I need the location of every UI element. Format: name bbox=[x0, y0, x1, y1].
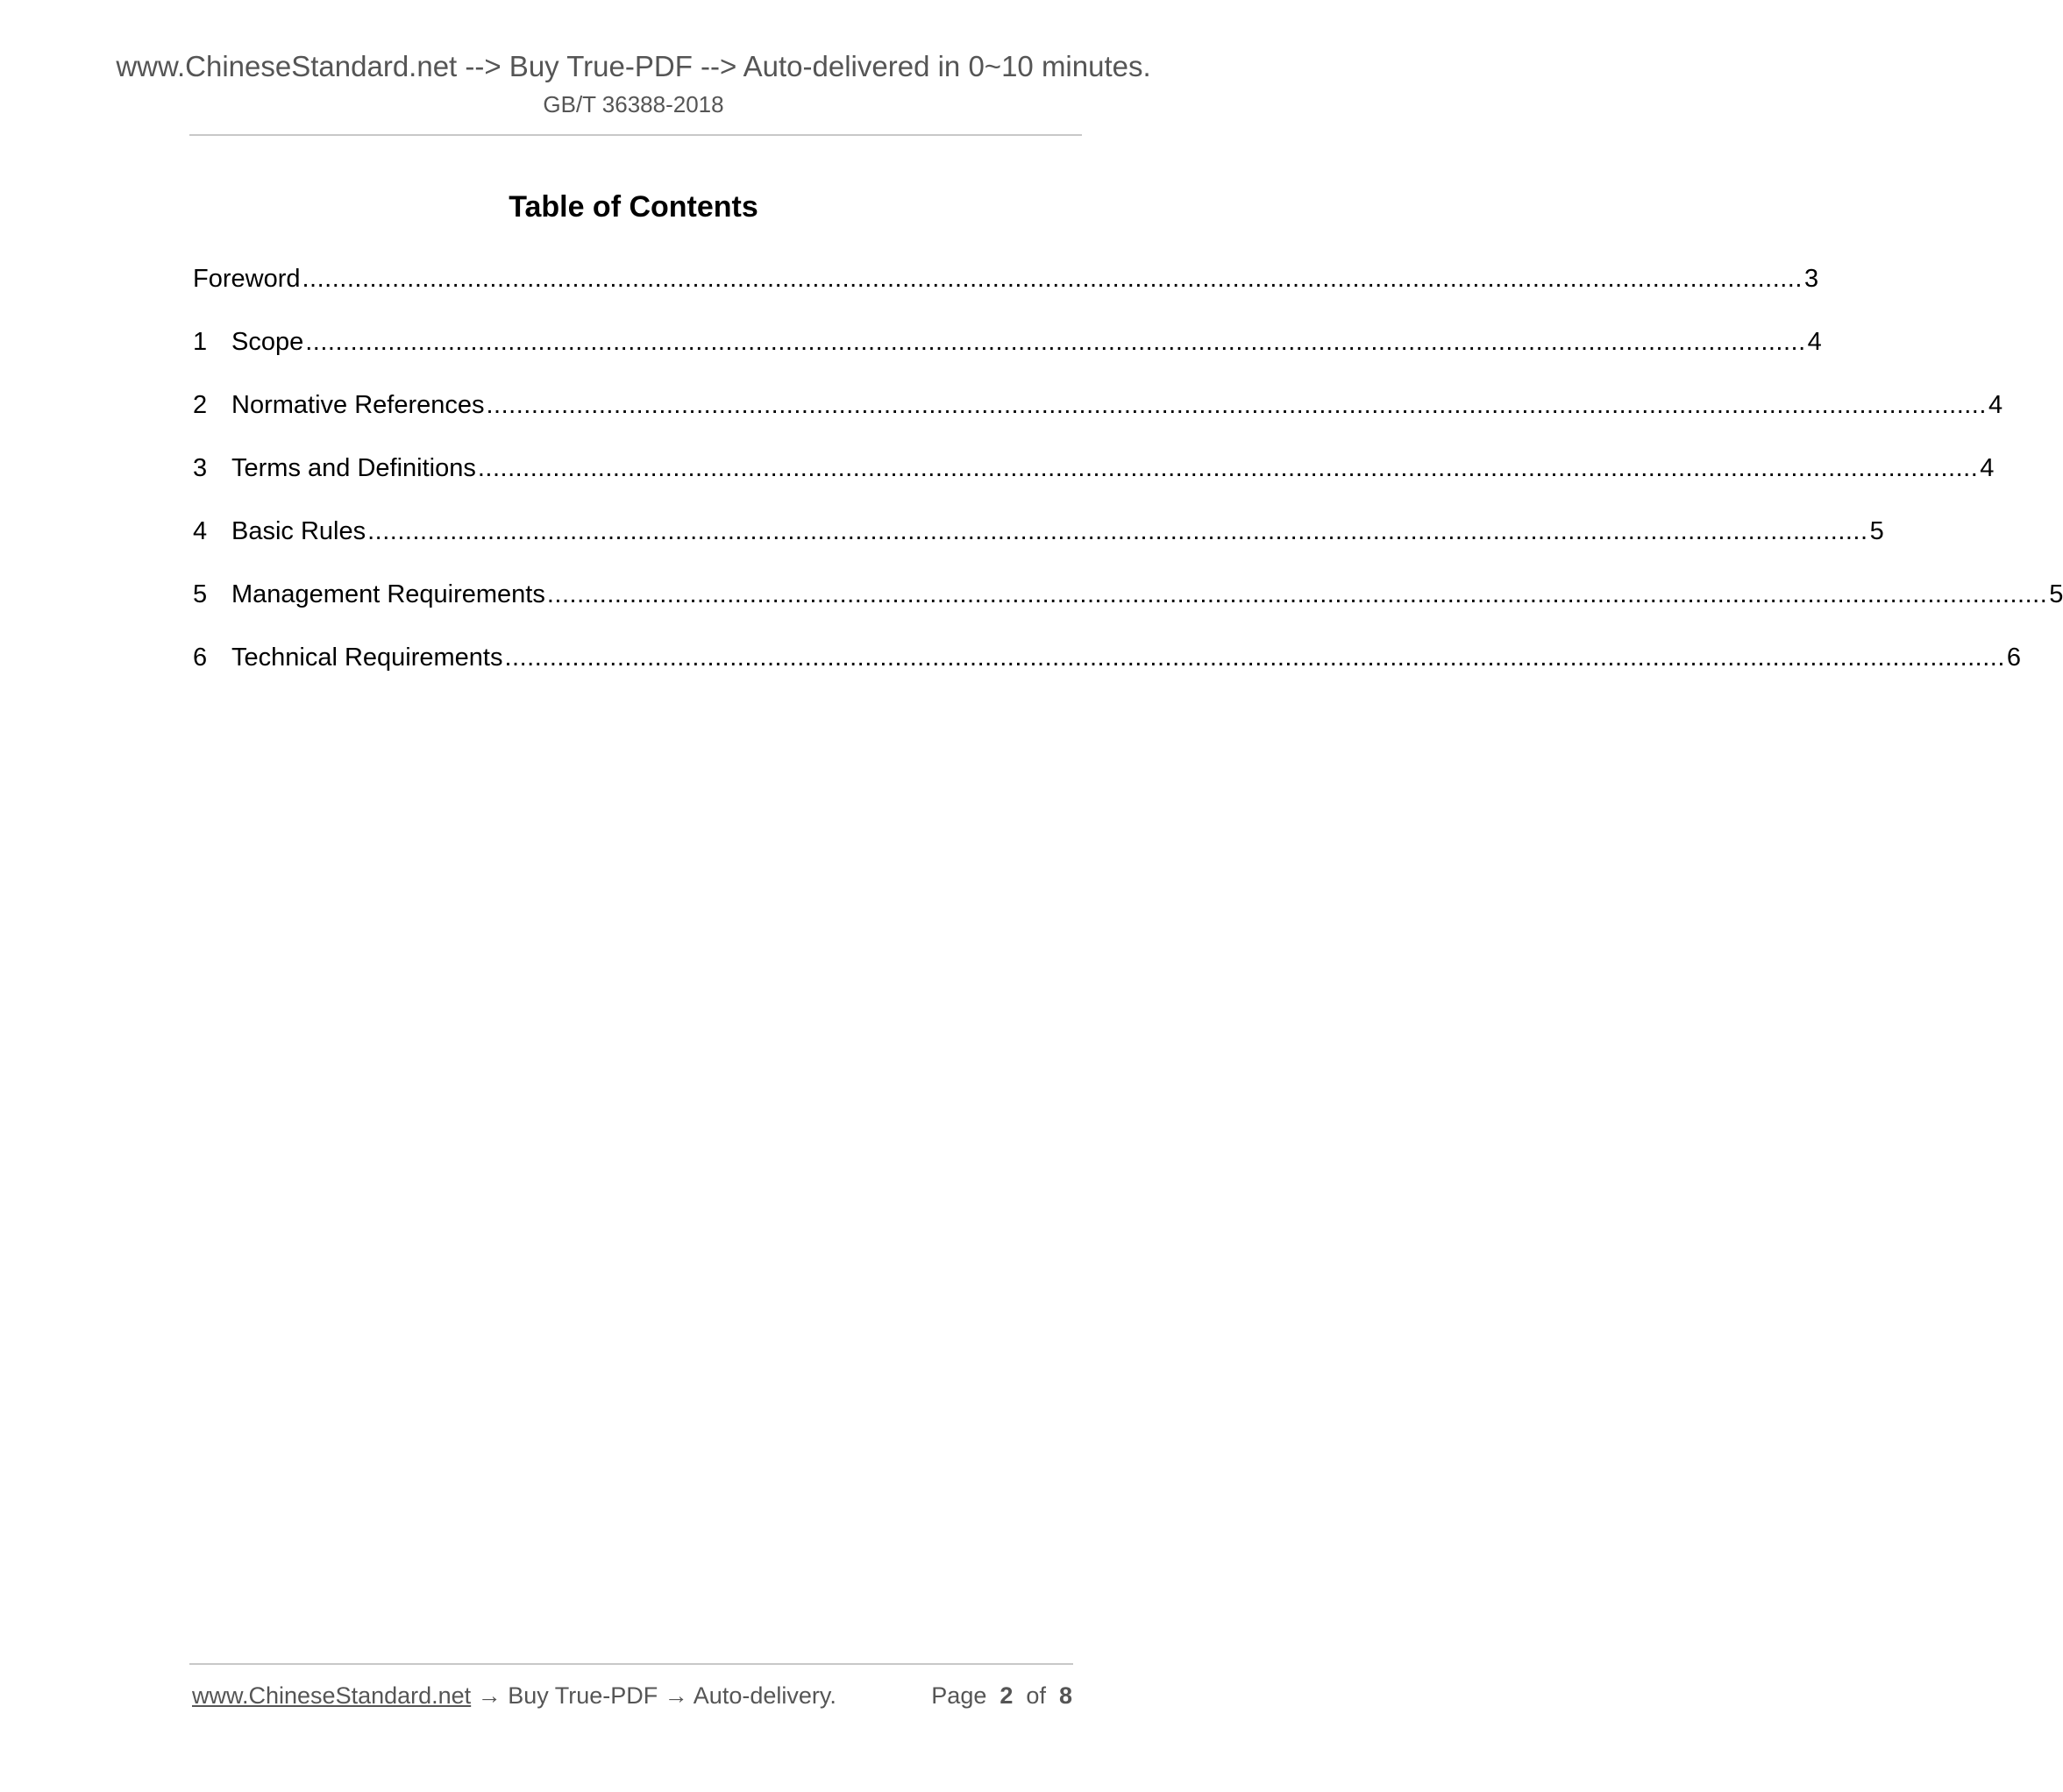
page-footer bbox=[192, 1678, 1072, 1713]
toc-leader-dots: ........................................................................................................................................................................................................ bbox=[477, 454, 1979, 482]
toc-entry-label: Normative References bbox=[231, 391, 485, 419]
page-number-indicator bbox=[931, 1678, 1072, 1713]
toc-entry-page: 4 bbox=[1980, 454, 1995, 482]
toc-entry-foreword[interactable] bbox=[193, 261, 1819, 324]
toc-entry-scope[interactable] bbox=[193, 324, 1822, 388]
arrow-right-icon: → bbox=[664, 1682, 688, 1709]
footer-divider bbox=[189, 1663, 1073, 1665]
current-page-number: 2 bbox=[999, 1682, 1014, 1709]
toc-leader-dots: ........................................................................................................................................................................................................ bbox=[486, 391, 1987, 419]
toc-entry-number: 3 bbox=[193, 454, 208, 482]
footer-buy-text: Buy True-PDF bbox=[508, 1682, 658, 1709]
table-of-contents bbox=[193, 261, 2063, 703]
toc-entry-page: 4 bbox=[1807, 328, 1822, 356]
toc-entry-management-requirements[interactable] bbox=[193, 577, 2063, 640]
header-divider bbox=[189, 134, 1082, 136]
toc-entry-basic-rules[interactable] bbox=[193, 514, 1884, 577]
toc-leader-dots: ........................................................................................................................................................................................................ bbox=[305, 328, 1806, 356]
toc-entry-label: Foreword bbox=[193, 265, 301, 293]
toc-entry-page: 5 bbox=[1869, 517, 1884, 545]
toc-entry-page: 4 bbox=[1988, 391, 2003, 419]
footer-promo bbox=[192, 1678, 836, 1713]
toc-entry-label: Scope bbox=[231, 328, 304, 356]
toc-leader-dots: ........................................................................................................................................................................................................ bbox=[504, 644, 2005, 672]
footer-website-link[interactable]: www.ChineseStandard.net bbox=[192, 1682, 472, 1709]
toc-entry-label: Technical Requirements bbox=[231, 644, 503, 672]
toc-title: Table of Contents bbox=[509, 190, 758, 224]
toc-entry-page: 5 bbox=[2049, 580, 2063, 608]
toc-entry-label: Management Requirements bbox=[231, 580, 545, 608]
toc-entry-label: Terms and Definitions bbox=[231, 454, 476, 482]
toc-leader-dots: ........................................................................................................................................................................................................ bbox=[302, 265, 1803, 293]
toc-entry-technical-requirements[interactable] bbox=[193, 640, 2022, 703]
standard-number: GB/T 36388-2018 bbox=[543, 91, 724, 117]
toc-entry-terms-and-definitions[interactable] bbox=[193, 451, 1995, 514]
toc-entry-label: Basic Rules bbox=[231, 517, 366, 545]
toc-entry-number: 6 bbox=[193, 644, 208, 672]
total-page-count: 8 bbox=[1058, 1682, 1072, 1709]
toc-entry-normative-references[interactable] bbox=[193, 388, 2003, 451]
toc-entry-page: 6 bbox=[2006, 644, 2022, 672]
toc-leader-dots: ........................................................................................................................................................................................................ bbox=[546, 580, 2048, 608]
toc-entry-page: 3 bbox=[1803, 265, 1819, 293]
toc-entry-number: 5 bbox=[193, 580, 208, 608]
page-word: Page bbox=[931, 1682, 987, 1709]
toc-leader-dots: ........................................................................................................................................................................................................ bbox=[367, 517, 1868, 545]
header-banner: www.ChineseStandard.net --> Buy True-PDF --> Auto-delivered in 0~10 minutes. bbox=[116, 50, 1151, 82]
toc-entry-number: 4 bbox=[193, 517, 208, 545]
toc-entry-number: 2 bbox=[193, 391, 208, 419]
arrow-right-icon: → bbox=[477, 1682, 502, 1709]
toc-entry-number: 1 bbox=[193, 328, 208, 356]
of-word: of bbox=[1026, 1682, 1046, 1709]
footer-delivery-text: Auto-delivery. bbox=[693, 1682, 836, 1709]
